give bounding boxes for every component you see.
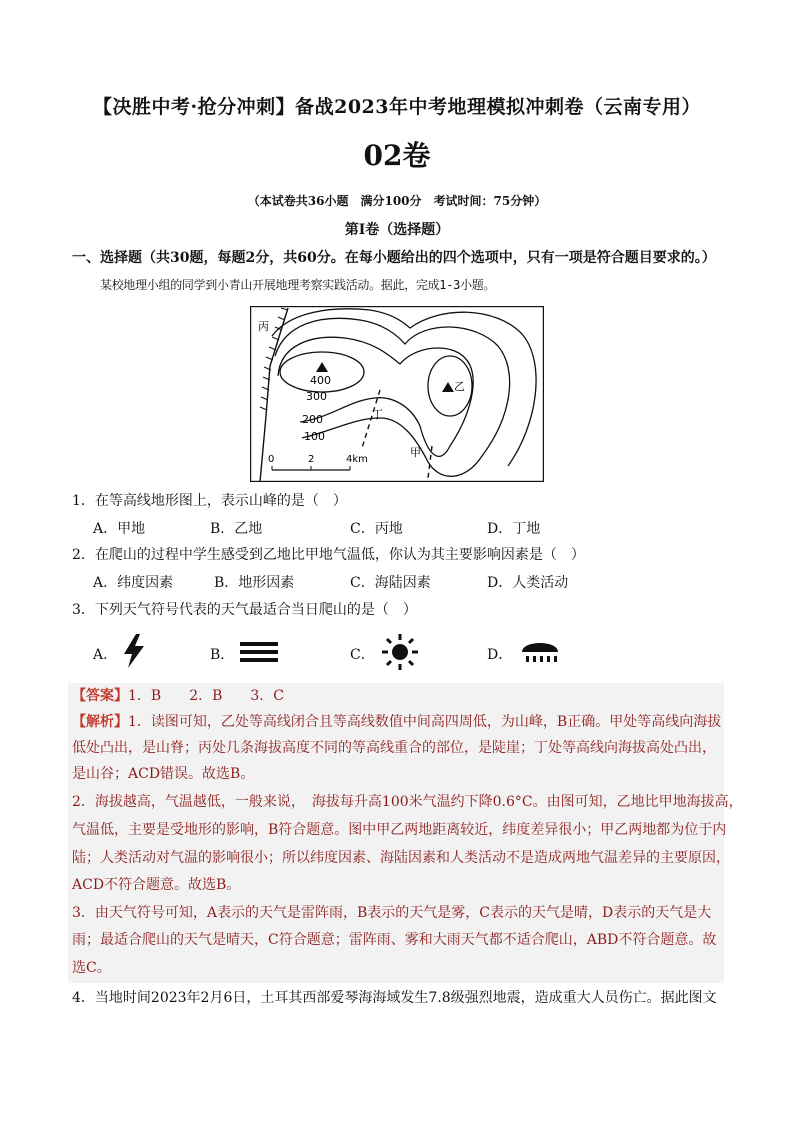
label-yi: 乙 bbox=[454, 380, 465, 393]
contour-300: 300 bbox=[306, 390, 327, 403]
contour-map bbox=[250, 306, 544, 482]
heavy-rain-icon bbox=[518, 632, 562, 670]
q1-option-c: C．丙地 bbox=[350, 521, 403, 537]
question-1-stem: 1．在等高线地形图上，表示山峰的是（ ） bbox=[72, 493, 347, 509]
q2-option-b: B．地形因素 bbox=[214, 575, 295, 591]
analysis-line-4: 2．海拔越高，气温越低，一般来说， 海拔每升高100米气温约下降0.6°C。由图可知，乙地比甲地海拔高， bbox=[72, 794, 743, 810]
analysis-label: 【解析】 bbox=[72, 714, 128, 730]
question-3-stem: 3．下列天气符号代表的天气最适合当日爬山的是（ ） bbox=[72, 602, 417, 618]
question-2-stem: 2．在爬山的过程中学生感受到乙地比甲地气温低，你认为其主要影响因素是（ ） bbox=[72, 547, 585, 563]
label-bing: 丙 bbox=[258, 320, 269, 333]
section-intro: 某校地理小组的同学到小青山开展地理考察实践活动。据此，完成1-3小题。 bbox=[100, 278, 496, 292]
q3-option-c: C． bbox=[350, 647, 375, 663]
q2-option-a: A．纬度因素 bbox=[93, 575, 174, 591]
label-jia: 甲 bbox=[410, 446, 421, 459]
scale-4km: 4km bbox=[346, 454, 368, 465]
q1-option-a: A．甲地 bbox=[93, 521, 146, 537]
q2-option-d: D．人类活动 bbox=[487, 575, 569, 591]
analysis-text: 1．读图可知，乙处等高线闭合且等高线数值中间高四周低，为山峰，B正确。甲处等高线向海拔 bbox=[128, 714, 722, 730]
answer-row bbox=[72, 686, 284, 706]
contour-400: 400 bbox=[310, 374, 331, 387]
analysis-line-7: ACD不符合题意。故选B。 bbox=[72, 877, 241, 893]
part-heading: 第Ⅰ卷（选择题） bbox=[344, 222, 450, 238]
fog-icon bbox=[238, 632, 280, 670]
analysis-line-8: 3．由天气符号可知，A表示的天气是雷阵雨，B表示的天气是雾，C表示的天气是晴，D表示的天气是大 bbox=[72, 905, 712, 921]
scale-0: 0 bbox=[268, 454, 275, 465]
exam-volume: 02卷 bbox=[363, 139, 431, 172]
lightning-icon bbox=[118, 632, 150, 670]
analysis-line-2: 低处凸出，是山脊；丙处几条海拔高度不同的等高线重合的部位，是陡崖；丁处等高线向海拔高处凸出， bbox=[72, 740, 716, 756]
question-4-stem: 4．当地时间2023年2月6日，土耳其西部爱琴海海域发生7.8级强烈地震，造成重大人员伤亡。据此图文 bbox=[72, 990, 717, 1006]
label-ding: 丁 bbox=[372, 408, 383, 421]
exam-title: 【决胜中考·抢分冲刺】备战2023年中考地理模拟冲刺卷（云南专用） bbox=[93, 96, 701, 118]
analysis-line-5: 气温低，主要是受地形的影响，B符合题意。图中甲乙两地距离较近，纬度差异很小；甲乙两地都为位于内 bbox=[72, 822, 727, 838]
q2-option-c: C．海陆因素 bbox=[350, 575, 431, 591]
q3-option-a: A． bbox=[93, 647, 118, 663]
q3-option-d: D． bbox=[487, 647, 513, 663]
answer-label: 【答案】 bbox=[72, 688, 128, 704]
q1-option-b: B．乙地 bbox=[210, 521, 263, 537]
exam-info: （本试卷共36小题 满分100分 考试时间：75分钟） bbox=[247, 194, 547, 208]
analysis-line-9: 雨；最适合爬山的天气是晴天，C符合题意；雷阵雨、雾和大雨天气都不适合爬山，ABD不符合题意。故 bbox=[72, 932, 717, 948]
section-heading: 一、选择题（共30题，每题2分，共60分。在每小题给出的四个选项中，只有一项是符合题目要求的。） bbox=[72, 250, 716, 266]
contour-200: 200 bbox=[302, 413, 323, 426]
analysis-line-3: 是山谷；ACD错误。故选B。 bbox=[72, 766, 255, 782]
scale-2: 2 bbox=[308, 454, 315, 465]
answer-text: 1．B 2．B 3．C bbox=[128, 688, 285, 704]
sun-icon bbox=[378, 632, 422, 672]
analysis-line-6: 陆；人类活动对气温的影响很小；所以纬度因素、海陆因素和人类活动不是造成两地气温差异的主要原因， bbox=[72, 850, 730, 866]
q3-option-b: B． bbox=[210, 647, 235, 663]
contour-100: 100 bbox=[304, 430, 325, 443]
analysis-line-10: 选C。 bbox=[72, 960, 111, 976]
analysis-line-1 bbox=[72, 712, 721, 732]
q1-option-d: D．丁地 bbox=[487, 521, 541, 537]
